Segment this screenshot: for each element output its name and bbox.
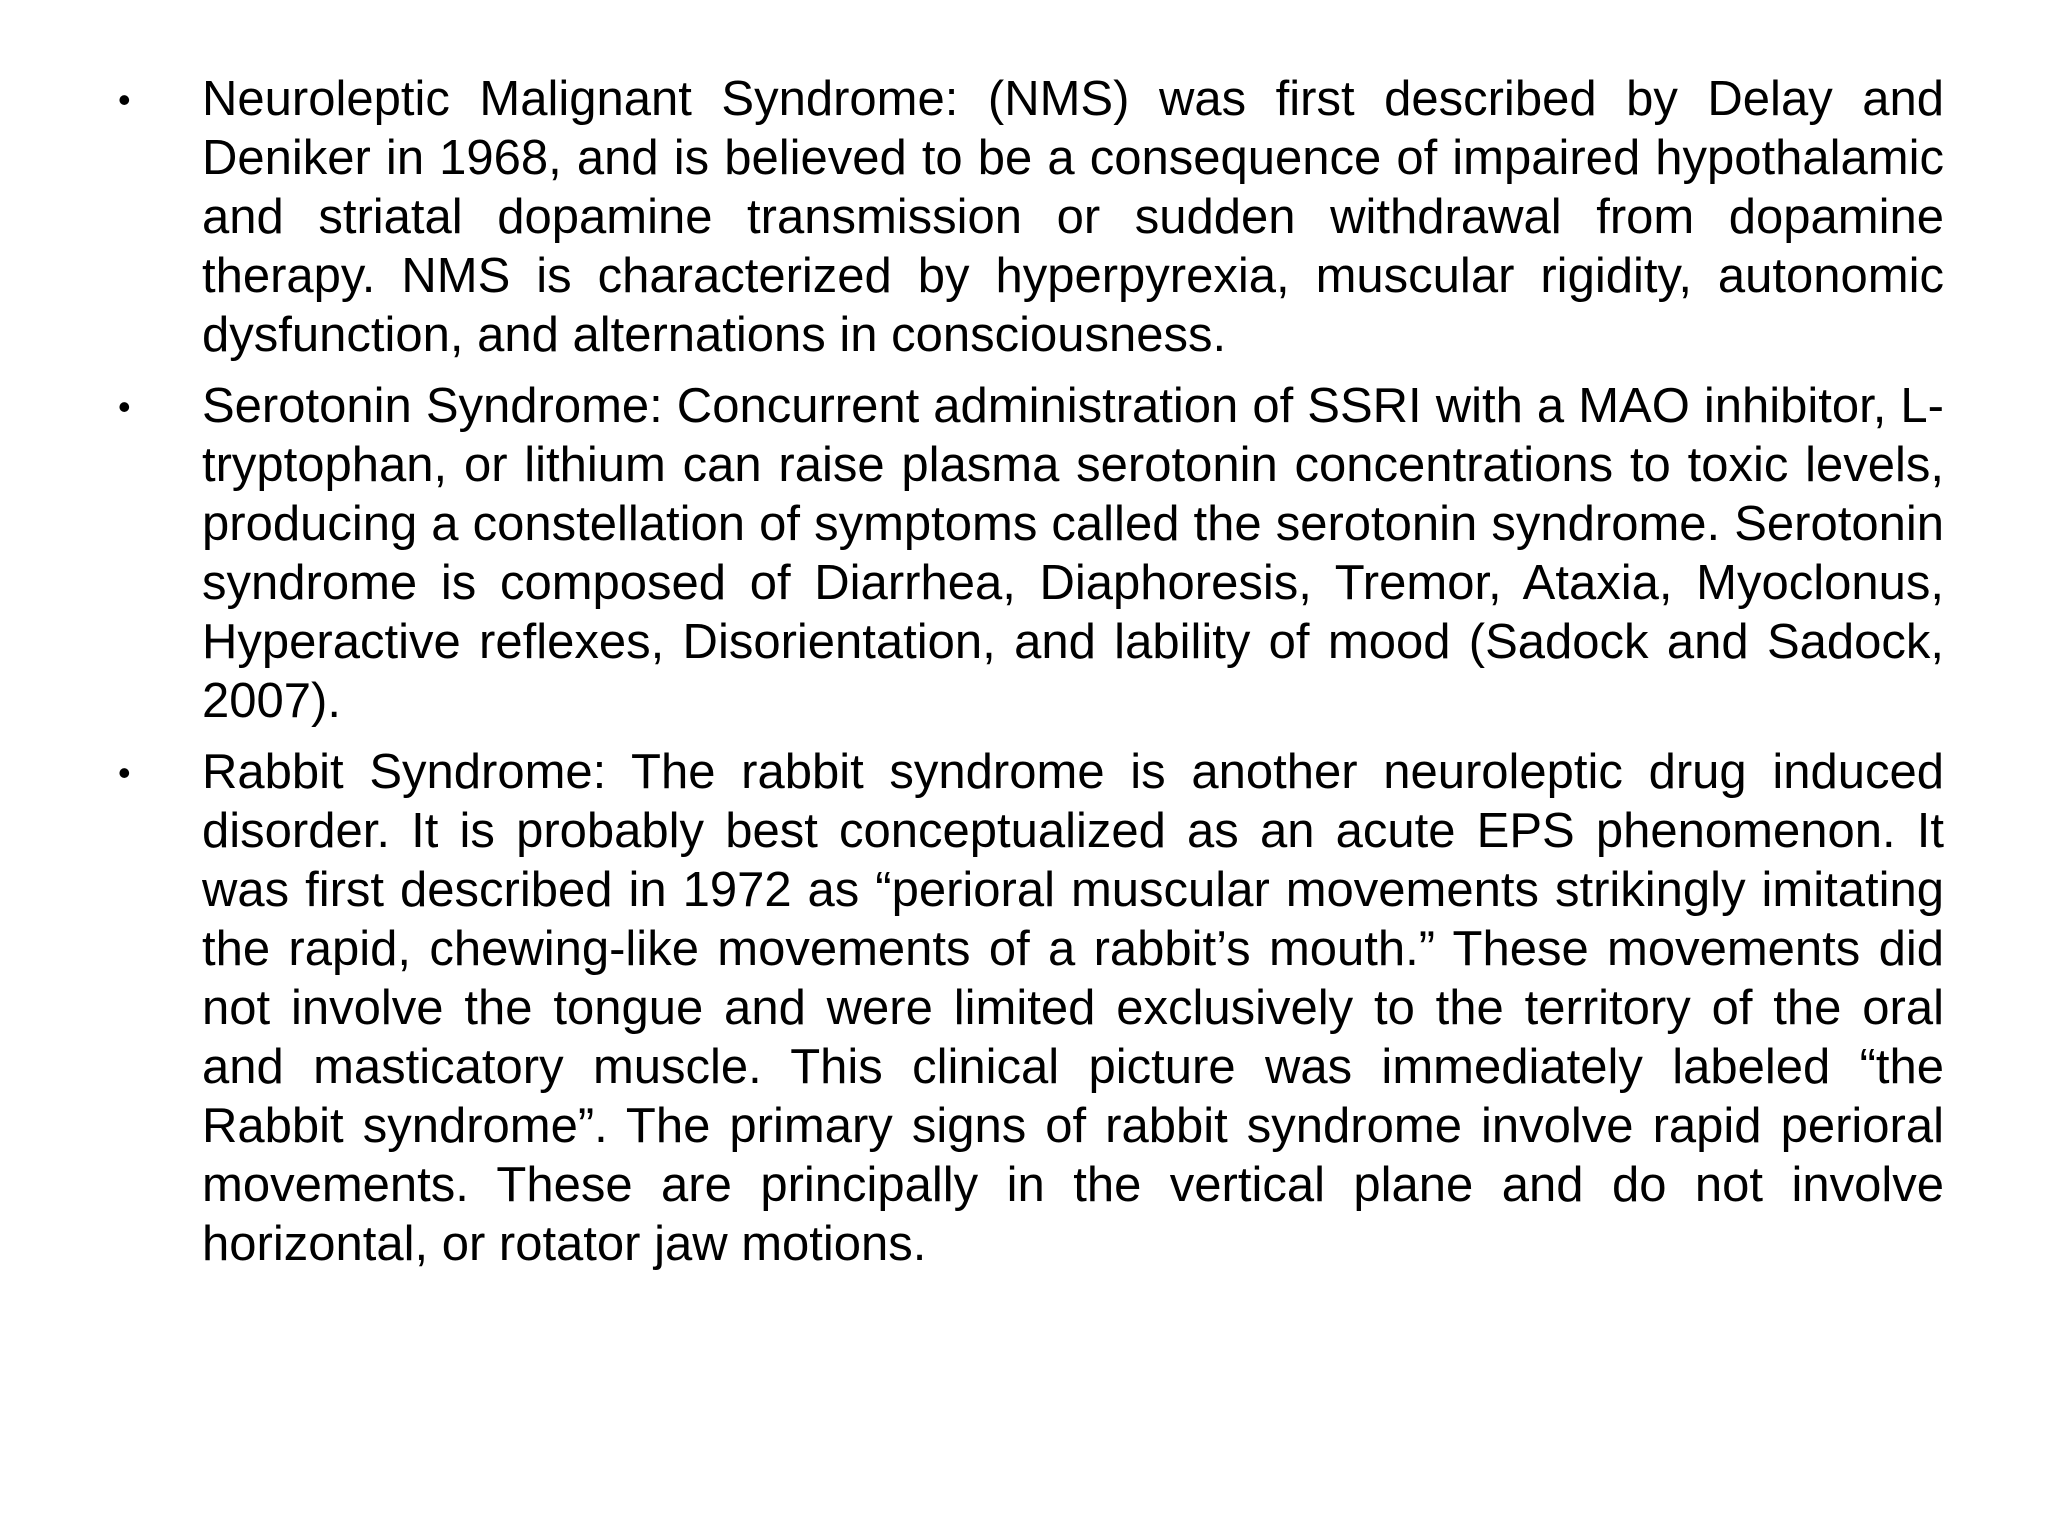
bullet-icon: • <box>118 752 131 793</box>
bullet-list <box>118 70 1944 1286</box>
bullet-text-nms: Neuroleptic Malignant Syndrome: (NMS) was first described by Delay and Deniker in 1968, and is believed to be a consequence of impaired hypothalamic and striatal dopamine transmission or sudden withdrawal from dopamine therapy. NMS is characterized by hyperpyrexia, muscular rigidity, autonomic dysfunction, and alternations in consciousness. <box>202 72 1944 362</box>
bullet-text-serotonin-syndrome: Serotonin Syndrome: Concurrent administration of SSRI with a MAO inhibitor, L-tryptophan, or lithium can raise plasma serotonin concentrations to toxic levels, producing a constellation of symptoms called the serotonin syndrome. Serotonin syndrome is composed of Diarrhea, Diaphoresis, Tremor, Ataxia, Myoclonus, Hyperactive reflexes, Disorientation, and lability of mood (Sadock and Sadock, 2007). <box>202 379 1944 728</box>
bullet-item-rabbit-syndrome <box>118 743 1944 1274</box>
bullet-text-rabbit-syndrome: Rabbit Syndrome: The rabbit syndrome is another neuroleptic drug induced disorder. It is probably best conceptualized as an acute EPS phenomenon. It was first described in 1972 as “perioral muscular movements strikingly imitating the rapid, chewing-like movements of a rabbit’s mouth.” These movements did not involve the tongue and were limited exclusively to the territory of the oral and masticatory muscle. This clinical picture was immediately labeled “the Rabbit syndrome”. The primary signs of rabbit syndrome involve rapid perioral movements. These are principally in the vertical plane and do not involve horizontal, or rotator jaw motions. <box>202 745 1944 1271</box>
bullet-item-nms <box>118 70 1944 365</box>
bullet-item-serotonin-syndrome <box>118 377 1944 731</box>
bullet-icon: • <box>118 79 131 120</box>
bullet-icon: • <box>118 386 131 427</box>
